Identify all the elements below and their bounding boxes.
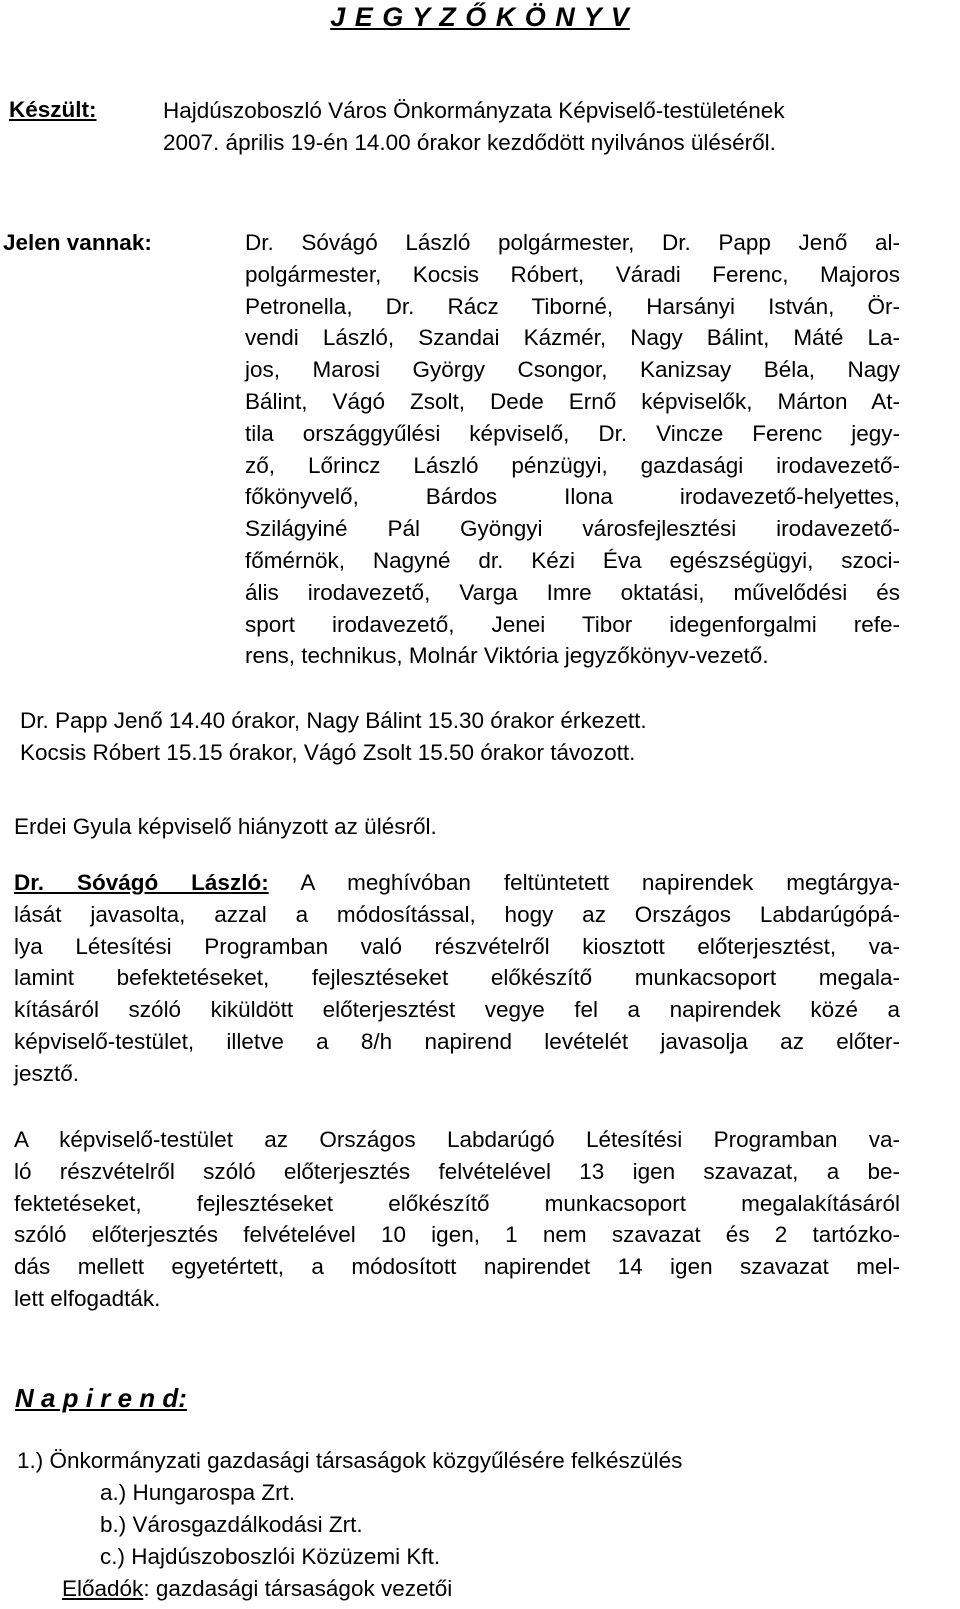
keszult-line-1: Hajdúszoboszló Város Önkormányzata Képviselő-testületének xyxy=(163,98,785,123)
sovago-line: lya Létesítési Programban való részvételről kiosztott előterjesztést, va- xyxy=(14,933,900,959)
document-title: J E G Y Z Ő K Ö N Y V xyxy=(330,2,630,32)
keszult-label: Készült: xyxy=(9,97,97,122)
attendees-paragraph xyxy=(245,227,900,672)
attendees-line: jos, Marosi György Csongor, Kanizsay Béla, Nagy xyxy=(245,357,900,383)
attendees-line: sport irodavezető, Jenei Tibor idegenforgalmi refe- xyxy=(245,611,900,637)
absent-note: Erdei Gyula képviselő hiányzott az ülésről. xyxy=(14,814,437,839)
vote-line: A képviselő-testület az Országos Labdarúgó Létesítési Programban va- xyxy=(14,1127,900,1152)
presenters-line xyxy=(62,1573,452,1605)
vote-line: ló részvételről szóló előterjesztés felvételével 13 igen szavazat, a be- xyxy=(14,1158,900,1184)
sovago-line: lamint befektetéseket, fejlesztéseket előkészítő munkacsoport megala- xyxy=(14,965,900,991)
attendees-line: polgármester, Kocsis Róbert, Váradi Ferenc, Majoros xyxy=(245,261,900,287)
speaker-name: Dr. Sóvágó László: xyxy=(14,870,269,895)
presenters-value: : gazdasági társaságok vezetői xyxy=(143,1576,453,1601)
jelen-label: Jelen vannak: xyxy=(3,230,152,255)
agenda-subitem-b: b.) Városgazdálkodási Zrt. xyxy=(100,1512,363,1537)
attendees-line: Bálint, Vágó Zsolt, Dede Ernő képviselők, Márton At- xyxy=(245,388,900,414)
attendees-line: tila országgyűlési képviselő, Dr. Vincze Ferenc jegy- xyxy=(245,420,900,446)
sovago-first-rest: A meghívóban feltüntetett napirendek megtárgya- xyxy=(268,870,900,895)
sovago-line: jesztő. xyxy=(14,1060,80,1086)
attendees-line: vendi László, Szandai Kázmér, Nagy Bálint, Máté La- xyxy=(245,325,900,351)
attendees-line: főkönyvelő, Bárdos Ilona irodavezető-helyettes, xyxy=(245,484,900,510)
agenda-subitem-a: a.) Hungarospa Zrt. xyxy=(100,1480,296,1505)
sovago-line: képviselő-testület, illetve a 8/h napirend levételét javasolja az előter- xyxy=(14,1028,900,1054)
attendees-line: ző, Lőrincz László pénzügyi, gazdasági irodavezető- xyxy=(245,452,900,478)
attendees-line: Dr. Sóvágó László polgármester, Dr. Papp Jenő al- xyxy=(245,230,900,255)
agenda-item-1: 1.) Önkormányzati gazdasági társaságok közgyűlésére felkészülés xyxy=(17,1448,683,1473)
keszult-line-2: 2007. április 19-én 14.00 órakor kezdődött nyilvános üléséről. xyxy=(163,130,776,155)
presenters-label: Előadók xyxy=(62,1576,144,1601)
sovago-paragraph xyxy=(14,867,900,1090)
sovago-line: kításáról szóló kiküldött előterjesztést vegye fel a napirendek közé a xyxy=(14,997,900,1023)
attendees-line: Szilágyiné Pál Gyöngyi városfejlesztési irodavezető- xyxy=(245,516,900,542)
attendees-line: Petronella, Dr. Rácz Tiborné, Harsányi István, Ör- xyxy=(245,293,900,319)
attendees-line: főmérnök, Nagyné dr. Kézi Éva egészségügyi, szoci- xyxy=(245,547,900,573)
agenda-heading: N a p i r e n d: xyxy=(15,1383,187,1413)
vote-line: szóló előterjesztés felvételével 10 igen, 1 nem szavazat és 2 tartózko- xyxy=(14,1222,900,1248)
attendees-line: ális irodavezető, Varga Imre oktatási, művelődési és xyxy=(245,579,900,605)
vote-line: lett elfogadták. xyxy=(14,1285,161,1311)
sovago-line-first xyxy=(14,867,900,899)
arrivals-line-1: Dr. Papp Jenő 14.40 órakor, Nagy Bálint 15.30 órakor érkezett. xyxy=(20,708,647,733)
attendees-line: rens, technikus, Molnár Viktória jegyzőkönyv-vezető. xyxy=(245,643,769,669)
vote-line: fektetéseket, fejlesztéseket előkészítő munkacsoport megalakításáról xyxy=(14,1190,900,1216)
sovago-line: lását javasolta, azzal a módosítással, hogy az Országos Labdarúgópá- xyxy=(14,901,900,927)
vote-paragraph xyxy=(14,1124,900,1315)
arrivals-line-2: Kocsis Róbert 15.15 órakor, Vágó Zsolt 15.50 órakor távozott. xyxy=(20,740,636,765)
agenda-subitem-c: c.) Hajdúszoboszlói Közüzemi Kft. xyxy=(100,1544,441,1569)
vote-line: dás mellett egyetértett, a módosított napirendet 14 igen szavazat mel- xyxy=(14,1254,900,1280)
